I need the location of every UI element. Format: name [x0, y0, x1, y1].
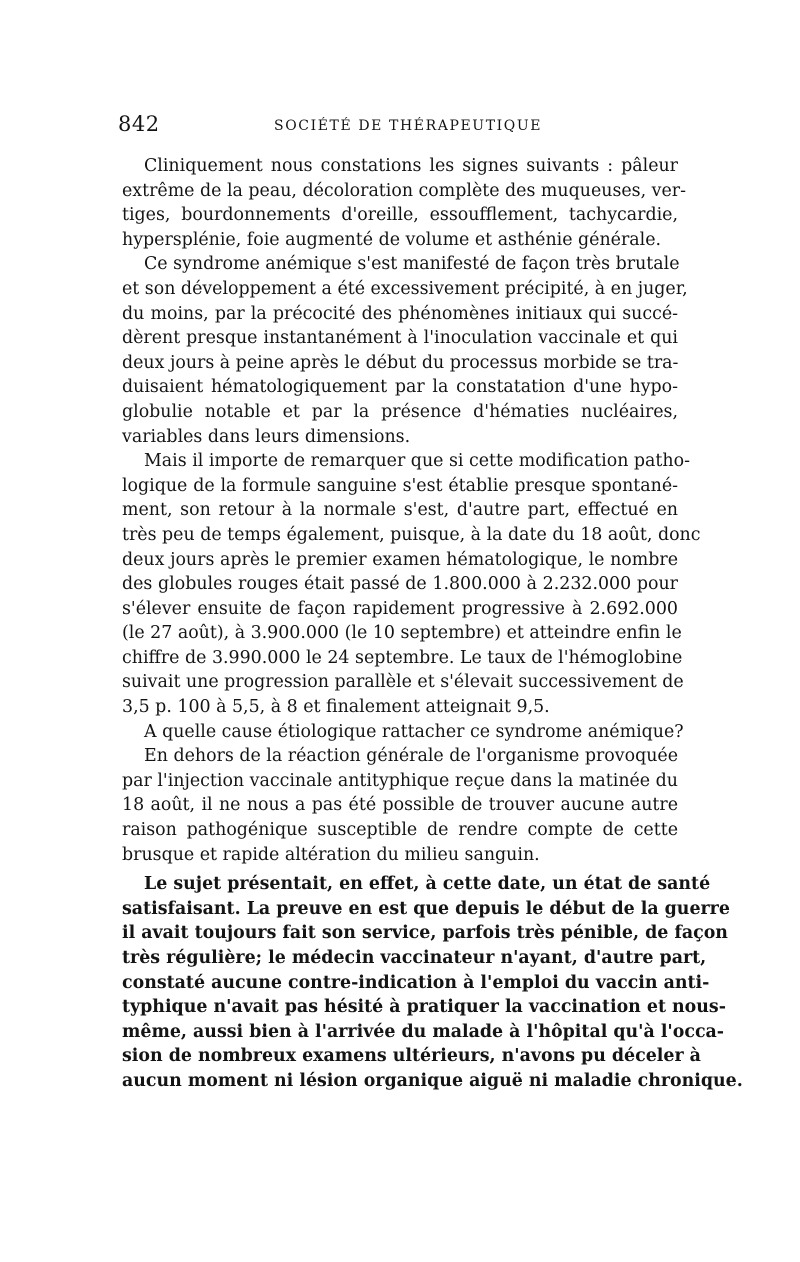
- text-line: très régulière; le médecin vaccinateur n'ayant, d'autre part,: [122, 948, 707, 968]
- text-line: par l'injection vaccinale antityphique reçue dans la matinée du: [122, 770, 678, 791]
- text-line: satisfaisant. La preuve en est que depuis le début de la guerre: [122, 898, 730, 919]
- text-line: Ce syndrome anémique s'est manifesté de façon très brutale: [144, 254, 680, 275]
- running-title: SOCIÉTÉ DE THÉRAPEUTIQUE: [274, 118, 543, 134]
- text-line: tiges, bourdonnements d'oreille, essoufflement, tachycardie,: [122, 205, 678, 226]
- text-line: deux jours à peine après le début du processus morbide se tra-: [122, 352, 679, 373]
- text-line: aucun moment ni lésion organique aiguë ni maladie chronique.: [122, 1070, 743, 1091]
- text-line: (le 27 août), à 3.900.000 (le 10 septembre) et atteindre enfin le: [122, 623, 682, 644]
- text-line: extrême de la peau, décoloration complète des muqueuses, ver-: [122, 180, 686, 201]
- text-line: très peu de temps également, puisque, à la date du 18 août, donc: [122, 524, 701, 545]
- text-line: duisaient hématologiquement par la constatation d'une hypo-: [122, 377, 678, 398]
- text-line: dèrent presque instantanément à l'inoculation vaccinale et qui: [122, 328, 678, 349]
- text-line: typhique n'avait pas hésité à pratiquer la vaccination et nous-: [122, 997, 726, 1018]
- text-line: constaté aucune contre-indication à l'emploi du vaccin anti-: [122, 972, 710, 993]
- text-line: A quelle cause étiologique rattacher ce syndrome anémique?: [144, 721, 684, 742]
- text-line: du moins, par la précocité des phénomènes initiaux qui succé-: [122, 303, 678, 324]
- text-line: Mais il importe de remarquer que si cette modification patho-: [144, 451, 690, 472]
- text-line: brusque et rapide altération du milieu sanguin.: [122, 844, 540, 865]
- text-line: globulie notable et par la présence d'hématies nucléaires,: [122, 401, 678, 422]
- text-line: suivait une progression parallèle et s'élevait successivement de: [122, 672, 684, 693]
- text-line: sion de nombreux examens ultérieurs, n'avons pu déceler à: [122, 1046, 701, 1067]
- text-line: logique de la formule sanguine s'est établie presque spontané-: [122, 475, 678, 496]
- text-line: chiffre de 3.990.000 le 24 septembre. Le taux de l'hémoglobine: [122, 647, 683, 668]
- body-text: [122, 154, 743, 1094]
- text-line: Le sujet présentait, en effet, à cette date, un état de santé: [144, 874, 711, 895]
- running-header: [118, 112, 678, 142]
- text-line: deux jours après le premier examen hématologique, le nombre: [122, 549, 678, 570]
- text-line: s'élever ensuite de façon rapidement progressive à 2.692.000: [122, 598, 678, 619]
- text-line: et son développement a été excessivement précipité, à en juger,: [122, 278, 688, 299]
- page-number: 842: [118, 112, 160, 136]
- text-line: ment, son retour à la normale s'est, d'autre part, effectué en: [122, 500, 678, 521]
- text-line: il avait toujours fait son service, parfois très pénible, de façon: [122, 923, 728, 944]
- text-line: hypersplénie, foie augmenté de volume et asthénie générale.: [122, 229, 662, 250]
- text-line: En dehors de la réaction générale de l'organisme provoquée: [144, 746, 678, 767]
- text-line: des globules rouges était passé de 1.800.000 à 2.232.000 pour: [122, 574, 678, 595]
- text-line: 18 août, il ne nous a pas été possible de trouver aucune autre: [122, 795, 678, 816]
- text-line: 3,5 p. 100 à 5,5, à 8 et finalement atteignait 9,5.: [122, 697, 550, 718]
- text-line: Cliniquement nous constations les signes suivants : pâleur: [144, 156, 678, 176]
- text-line: raison pathogénique susceptible de rendre compte de cette: [122, 820, 678, 841]
- text-line: variables dans leurs dimensions.: [122, 426, 411, 447]
- text-line: même, aussi bien à l'arrivée du malade à l'hôpital qu'à l'occa-: [122, 1021, 725, 1042]
